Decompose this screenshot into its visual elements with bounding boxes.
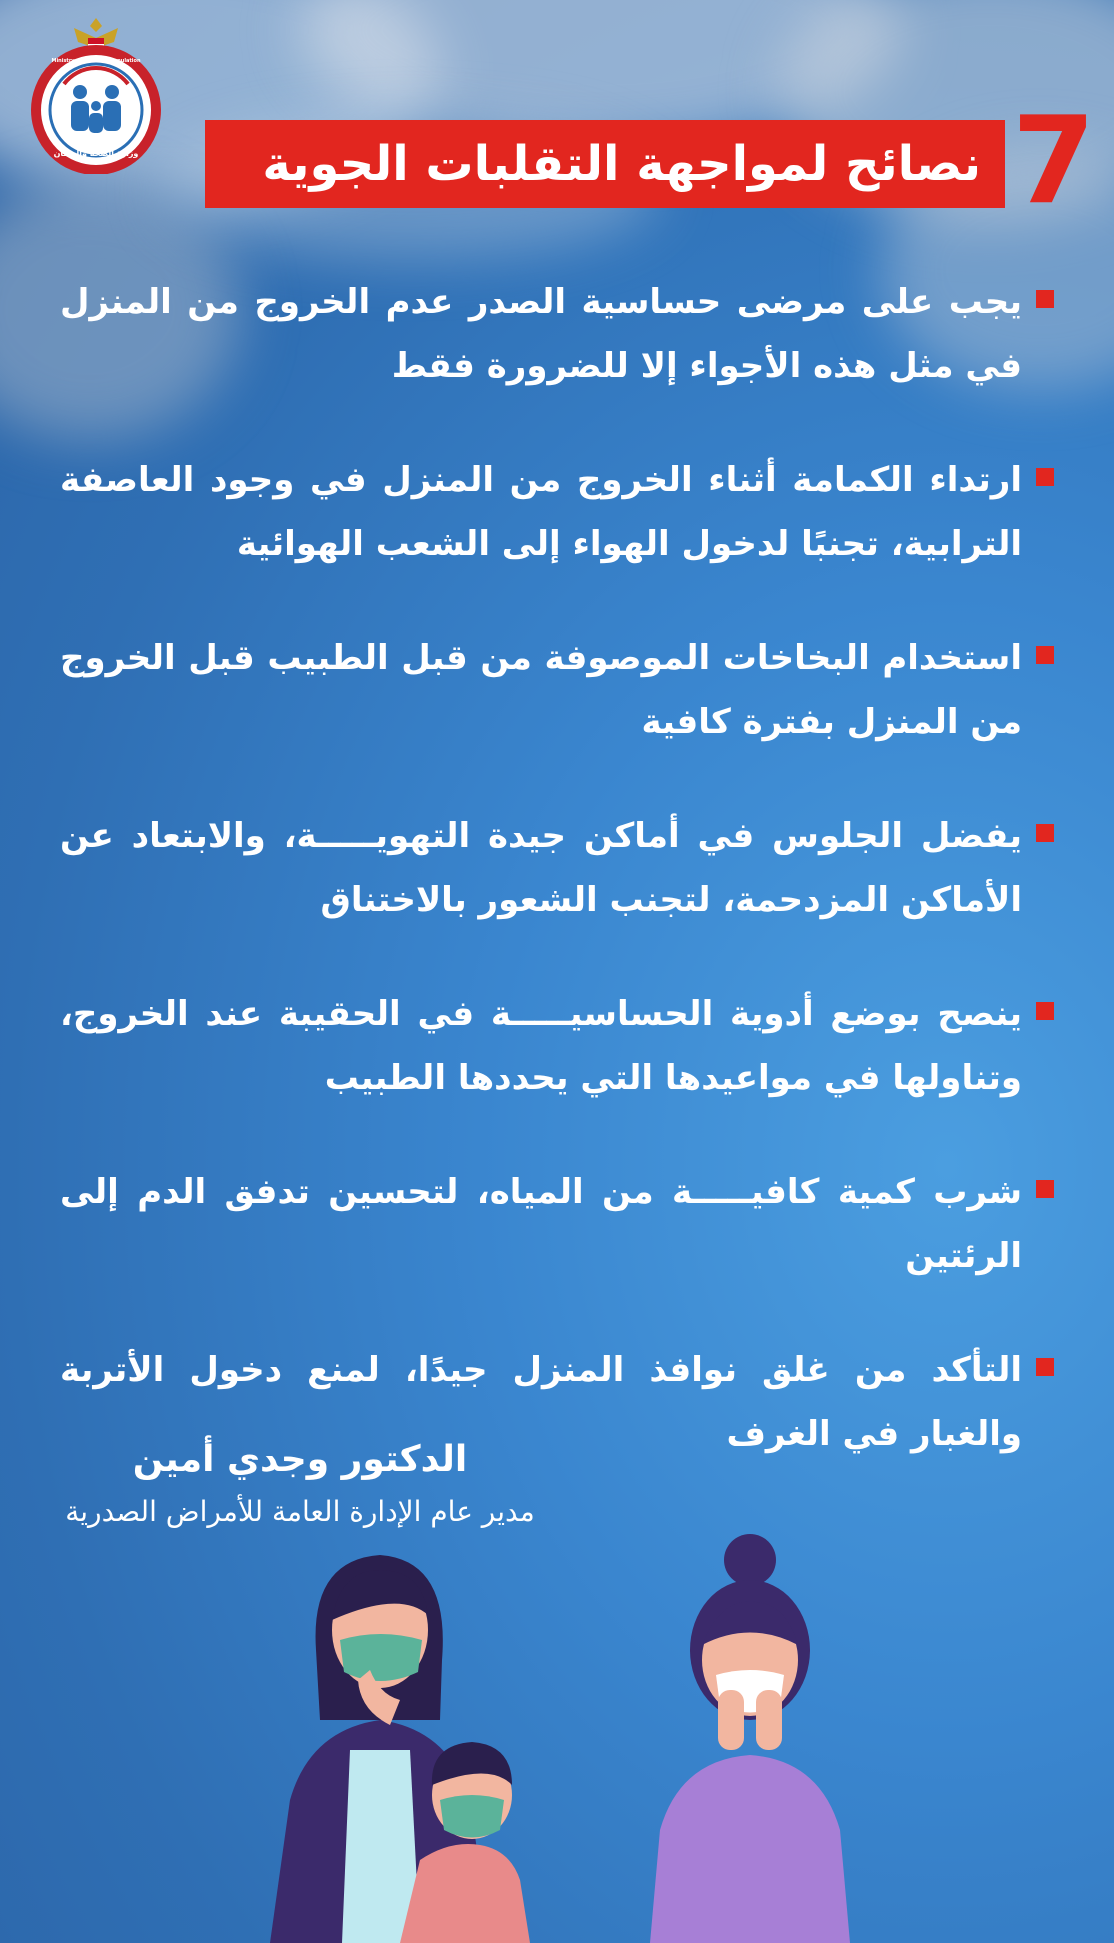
logo-english-text: Ministry of Health & Population [51,58,141,64]
author-name: الدكتور وجدي أمين [132,1439,468,1480]
tips-count: 7 [1012,92,1096,231]
tip-item [60,1160,1060,1338]
tip-item [60,448,1060,626]
bullet-icon [1036,468,1054,486]
tip-item [60,804,1060,982]
ministry-logo [24,14,168,174]
page-title: نصائح لمواجهة التقلبات الجوية [262,136,981,192]
bullet-icon [1036,1002,1054,1020]
tip-text: التأكد من غلق نوافذ المنزل جيدًا، لمنع دخول الأتربة والغبار في الغرف [60,1350,1022,1454]
tip-text: يفضل الجلوس في أماكن جيدة التهويـــــة، والابتعاد عن الأماكن المزدحمة، لتجنب الشعور بالاختناق [60,816,1022,920]
woman-right-figure [650,1534,850,1943]
tip-item [60,270,1060,448]
bullet-icon [1036,1180,1054,1198]
tip-item [60,626,1060,804]
tip-text: استخدام البخاخات الموصوفة من قبل الطبيب قبل الخروج من المنزل بفترة كافية [60,638,1022,742]
tip-text: شرب كمية كافيـــــة من المياه، لتحسين تدفق الدم إلى الرئتين [60,1172,1022,1276]
tips-list [60,270,1060,1516]
logo-arabic-text: وزارة الصحة والسكان [53,149,139,158]
tip-text: ارتداء الكمامة أثناء الخروج من المنزل في وجود العاصفة الترابية، تجنبًا لدخول الهواء إلى الشعب الهوائية [60,460,1022,564]
bullet-icon [1036,824,1054,842]
tip-item [60,982,1060,1160]
bullet-icon [1036,646,1054,664]
tip-text: يجب على مرضى حساسية الصدر عدم الخروج من المنزل في مثل هذه الأجواء إلا للضرورة فقط [60,282,1022,386]
author-title: مدير عام الإدارة العامة للأمراض الصدرية [65,1495,535,1528]
tip-text: ينصح بوضع أدوية الحساسيـــــة في الحقيبة عند الخروج، وتناولها في مواعيدها التي يحددها الطبيب [60,994,1022,1098]
title-banner [205,120,1005,208]
masked-people-illustration [250,1500,890,1943]
bullet-icon [1036,290,1054,308]
bullet-icon [1036,1358,1054,1376]
